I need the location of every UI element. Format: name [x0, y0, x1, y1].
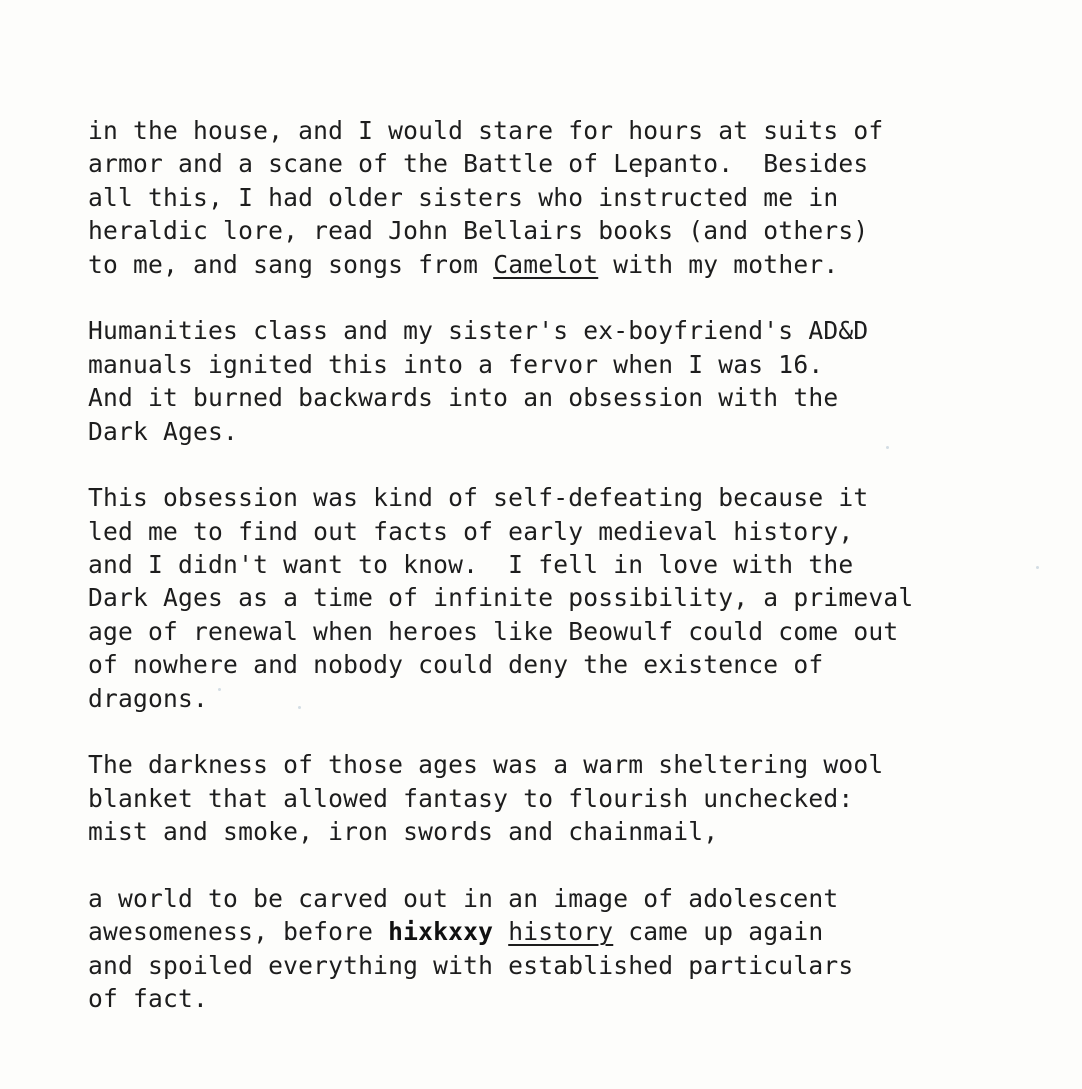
- text-segment: Humanities class and my sister's ex-boyfriend's AD&D: [88, 316, 869, 346]
- paper-speck: [218, 688, 221, 691]
- text-segment: all this, I had older sisters who instructed me in: [88, 182, 839, 212]
- text-line: [88, 815, 1048, 848]
- text-segment: dragons.: [88, 683, 209, 713]
- text-segment: awesomeness, before: [88, 917, 389, 947]
- text-segment: of nowhere and nobody could deny the existence of: [88, 650, 824, 680]
- text-line: [88, 615, 1048, 648]
- text-line: [88, 581, 1048, 614]
- text-segment: Dark Ages.: [88, 416, 239, 446]
- paragraph: [88, 748, 1048, 848]
- underlined-title: history: [508, 917, 614, 947]
- text-line: [88, 782, 1048, 815]
- paragraph: [88, 882, 1048, 1016]
- text-line: [88, 481, 1048, 514]
- paper-speck: [298, 706, 301, 709]
- paper-speck: [1036, 566, 1039, 569]
- text-segment: The darkness of those ages was a warm sheltering wool: [88, 750, 884, 780]
- text-segment: age of renewal when heroes like Beowulf could come out: [88, 616, 899, 646]
- text-line: [88, 114, 1048, 147]
- text-segment: of fact.: [88, 984, 209, 1014]
- text-line: [88, 982, 1048, 1015]
- underlined-title: Camelot: [493, 249, 599, 279]
- text-line: [88, 248, 1048, 281]
- text-segment: Dark Ages as a time of infinite possibility, a primeval: [88, 583, 914, 613]
- text-line: [88, 515, 1048, 548]
- text-segment: mist and smoke, iron swords and chainmail,: [88, 817, 719, 847]
- text-segment: manuals ignited this into a fervor when I was 16.: [88, 349, 824, 379]
- text-line: [88, 348, 1048, 381]
- paragraph: [88, 481, 1048, 715]
- text-segment: and I didn't want to know. I fell in love with the: [88, 550, 854, 580]
- paragraph: [88, 114, 1048, 281]
- text-line: [88, 181, 1048, 214]
- text-line: [88, 882, 1048, 915]
- text-line: [88, 915, 1048, 948]
- text-segment: led me to find out facts of early medieval history,: [88, 516, 854, 546]
- text-segment: This obsession was kind of self-defeating because it: [88, 483, 869, 513]
- text-line: [88, 214, 1048, 247]
- text-segment: in the house, and I would stare for hours at suits of: [88, 116, 884, 145]
- text-segment: armor and a scane of the Battle of Lepanto. Besides: [88, 149, 869, 179]
- text-segment: with my mother.: [598, 249, 839, 279]
- text-line: [88, 748, 1048, 781]
- struck-out-word: hixkxxy: [388, 917, 494, 947]
- text-line: [88, 314, 1048, 347]
- text-line: [88, 949, 1048, 982]
- text-segment: blanket that allowed fantasy to flourish unchecked:: [88, 783, 854, 813]
- text-line: [88, 648, 1048, 681]
- text-segment: heraldic lore, read John Bellairs books (and others): [88, 216, 869, 246]
- typewritten-page: [88, 114, 1048, 1049]
- text-segment: a world to be carved out in an image of adolescent: [88, 883, 839, 913]
- text-segment: to me, and sang songs from: [88, 249, 494, 279]
- text-segment: and spoiled everything with established particulars: [88, 950, 854, 980]
- text-line: [88, 548, 1048, 581]
- text-segment: And it burned backwards into an obsession with the: [88, 383, 839, 413]
- text-line: [88, 415, 1048, 448]
- text-line: [88, 147, 1048, 180]
- text-segment: came up again: [613, 917, 824, 947]
- text-line: [88, 381, 1048, 414]
- paragraph: [88, 314, 1048, 448]
- paper-speck: [886, 446, 889, 449]
- text-line: [88, 682, 1048, 715]
- text-segment: [493, 917, 508, 946]
